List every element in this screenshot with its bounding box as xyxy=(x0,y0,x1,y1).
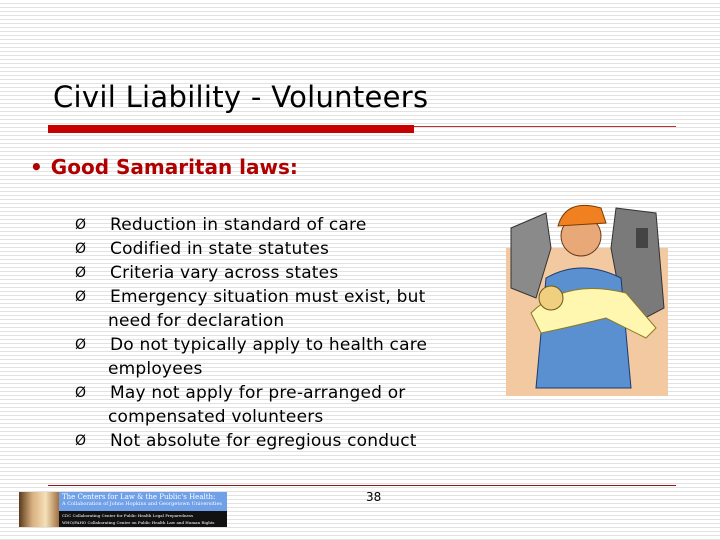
footer-line xyxy=(48,485,676,486)
bullet-text: employees xyxy=(108,359,203,379)
logo-line2: A Collaboration of Johns Hopkins and Georgetown Universities xyxy=(62,501,222,507)
title-underline-thick xyxy=(48,125,414,133)
arrow-bullet-icon: Ø xyxy=(75,217,87,233)
bullet-item xyxy=(75,357,495,381)
arrow-bullet-icon: Ø xyxy=(75,433,87,449)
arrow-bullet-icon: Ø xyxy=(75,337,87,353)
logo-line4: WHO/PAHO Collaborating Center on Public Health Law and Human Rights xyxy=(62,520,215,525)
arrow-bullet-icon: Ø xyxy=(75,289,87,305)
bullet-list xyxy=(75,213,495,453)
bullet-item xyxy=(75,381,495,405)
bullet-text: Criteria vary across states xyxy=(110,263,339,283)
bullet-text: Not absolute for egregious conduct xyxy=(110,431,417,451)
bullet-dot: • xyxy=(30,155,43,179)
heading-text: Good Samaritan laws: xyxy=(50,155,298,179)
title-underline-thin xyxy=(414,126,676,127)
page-number: 38 xyxy=(366,490,382,504)
bullet-item xyxy=(75,213,495,237)
column-image xyxy=(19,492,59,527)
bullet-item xyxy=(75,261,495,285)
logo-line3: CDC Collaborating Center for Public Health Legal Preparedness xyxy=(62,513,194,518)
bullet-text: Reduction in standard of care xyxy=(110,215,367,235)
bullet-item xyxy=(75,285,495,309)
arrow-bullet-icon: Ø xyxy=(75,265,87,281)
bullet-item xyxy=(75,237,495,261)
rescuer-carrying-baby-clipart xyxy=(506,188,668,396)
bullet-text: May not apply for pre-arranged or xyxy=(110,383,406,403)
arrow-bullet-icon xyxy=(75,309,110,333)
slide-title: Civil Liability - Volunteers xyxy=(53,80,429,114)
arrow-bullet-icon xyxy=(75,405,110,429)
arrow-bullet-icon: Ø xyxy=(75,385,87,401)
bullet-item xyxy=(75,333,495,357)
arrow-bullet-icon xyxy=(75,357,110,381)
bullet-item xyxy=(75,429,495,453)
bullet-item xyxy=(75,309,495,333)
arrow-bullet-icon: Ø xyxy=(75,241,87,257)
centers-for-law-logo xyxy=(19,492,227,527)
bullet-text: compensated volunteers xyxy=(108,407,324,427)
logo-line1: The Centers for Law & the Public's Health: xyxy=(62,493,216,501)
section-heading xyxy=(30,155,298,179)
bullet-text: Do not typically apply to health care xyxy=(110,335,428,355)
bullet-text: Emergency situation must exist, but xyxy=(110,287,426,307)
bullet-item xyxy=(75,405,495,429)
bullet-text: Codified in state statutes xyxy=(110,239,330,259)
bullet-text: need for declaration xyxy=(108,311,285,331)
